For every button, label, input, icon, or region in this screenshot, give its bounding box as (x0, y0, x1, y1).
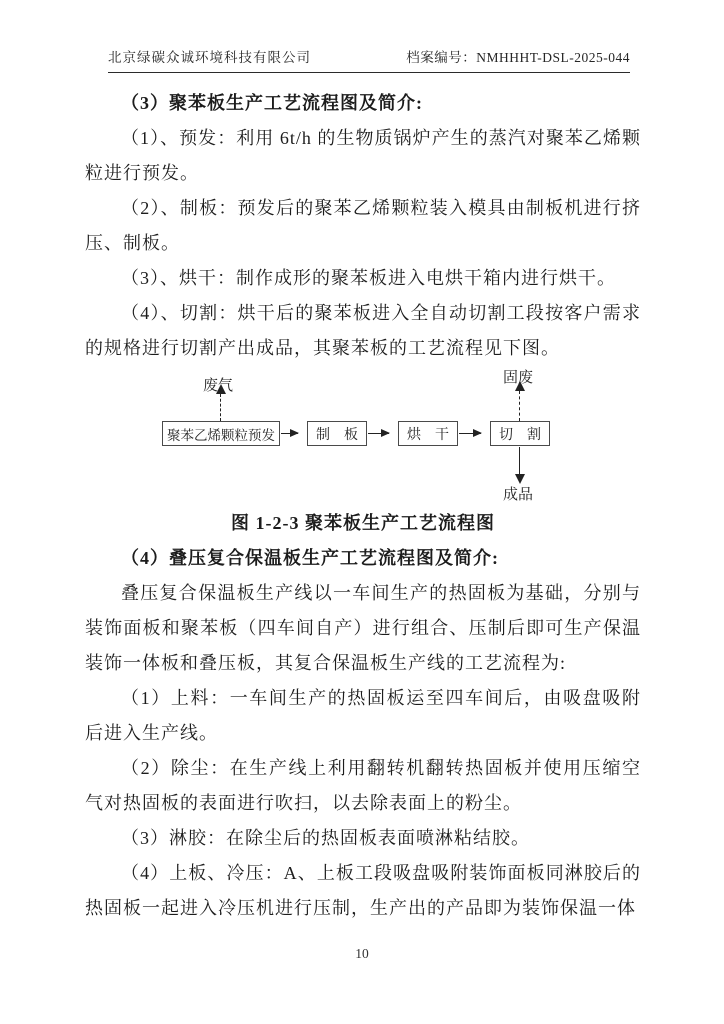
paragraph: （3）淋胶：在除尘后的热固板表面喷淋粘结胶。 (121, 828, 530, 848)
arrow-right-icon (459, 433, 481, 434)
paragraph: 叠压复合保温板生产线以一车间生产的热固板为基础，分别与装饰面板和聚苯板（四车间自产）进行组合、压制后即可生产保温装饰一体板和叠压板，其复合保温板生产线的工艺流程为: (85, 583, 641, 673)
section4-heading: （4）叠压复合保温板生产工艺流程图及简介: (121, 548, 499, 568)
process-box-pre-expansion: 聚苯乙烯颗粒预发 (162, 421, 280, 446)
arrow-right-icon (368, 433, 389, 434)
page-header (108, 46, 630, 73)
process-box-drying: 烘 干 (398, 421, 458, 446)
section3-heading: （3）聚苯板生产工艺流程图及简介: (121, 93, 423, 113)
arrow-up-icon (515, 381, 525, 391)
dashed-line (220, 394, 221, 421)
process-box-cutting: 切 割 (490, 421, 550, 446)
company-name: 北京绿碳众诚环境科技有限公司 (108, 50, 311, 65)
solid-line (519, 447, 520, 475)
paragraph: （4）、切割：烘干后的聚苯板进入全自动切割工段按客户需求的规格进行切割产出成品，其聚苯板的工艺流程见下图。 (85, 303, 641, 358)
paragraph: （4）上板、冷压：A、上板工段吸盘吸附装饰面板同淋胶后的热固板一起进入冷压机进行压制，生产出的产品即为装饰保温一体 (85, 863, 641, 918)
paragraph: （3）、烘干：制作成形的聚苯板进入电烘干箱内进行烘干。 (121, 268, 616, 288)
paragraph: （2）除尘：在生产线上利用翻转机翻转热固板并使用压缩空气对热固板的表面进行吹扫，以去除表面上的粉尘。 (85, 758, 641, 813)
solid-waste-label: 固废 (503, 370, 534, 386)
paragraph: （1）、预发：利用 6t/h 的生物质锅炉产生的蒸汽对聚苯乙烯颗粒进行预发。 (85, 128, 641, 183)
arrow-right-icon (281, 433, 298, 434)
product-label: 成品 (503, 487, 534, 503)
process-flow-diagram (85, 366, 641, 506)
dashed-line (519, 391, 520, 421)
figure-caption: 图 1-2-3 聚苯板生产工艺流程图 (231, 513, 495, 533)
arrow-up-icon (216, 384, 226, 394)
process-box-board-making: 制 板 (307, 421, 367, 446)
page-number: 10 (355, 946, 369, 961)
archive-number: 档案编号：NMHHHT-DSL-2025-044 (406, 50, 630, 65)
document-body (85, 86, 641, 926)
paragraph: （2）、制板：预发后的聚苯乙烯颗粒装入模具由制板机进行挤压、制板。 (85, 198, 641, 253)
paragraph: （1）上料：一车间生产的热固板运至四车间后，由吸盘吸附后进入生产线。 (85, 688, 641, 743)
waste-gas-label: 废气 (203, 378, 234, 394)
arrow-down-icon (515, 474, 525, 484)
